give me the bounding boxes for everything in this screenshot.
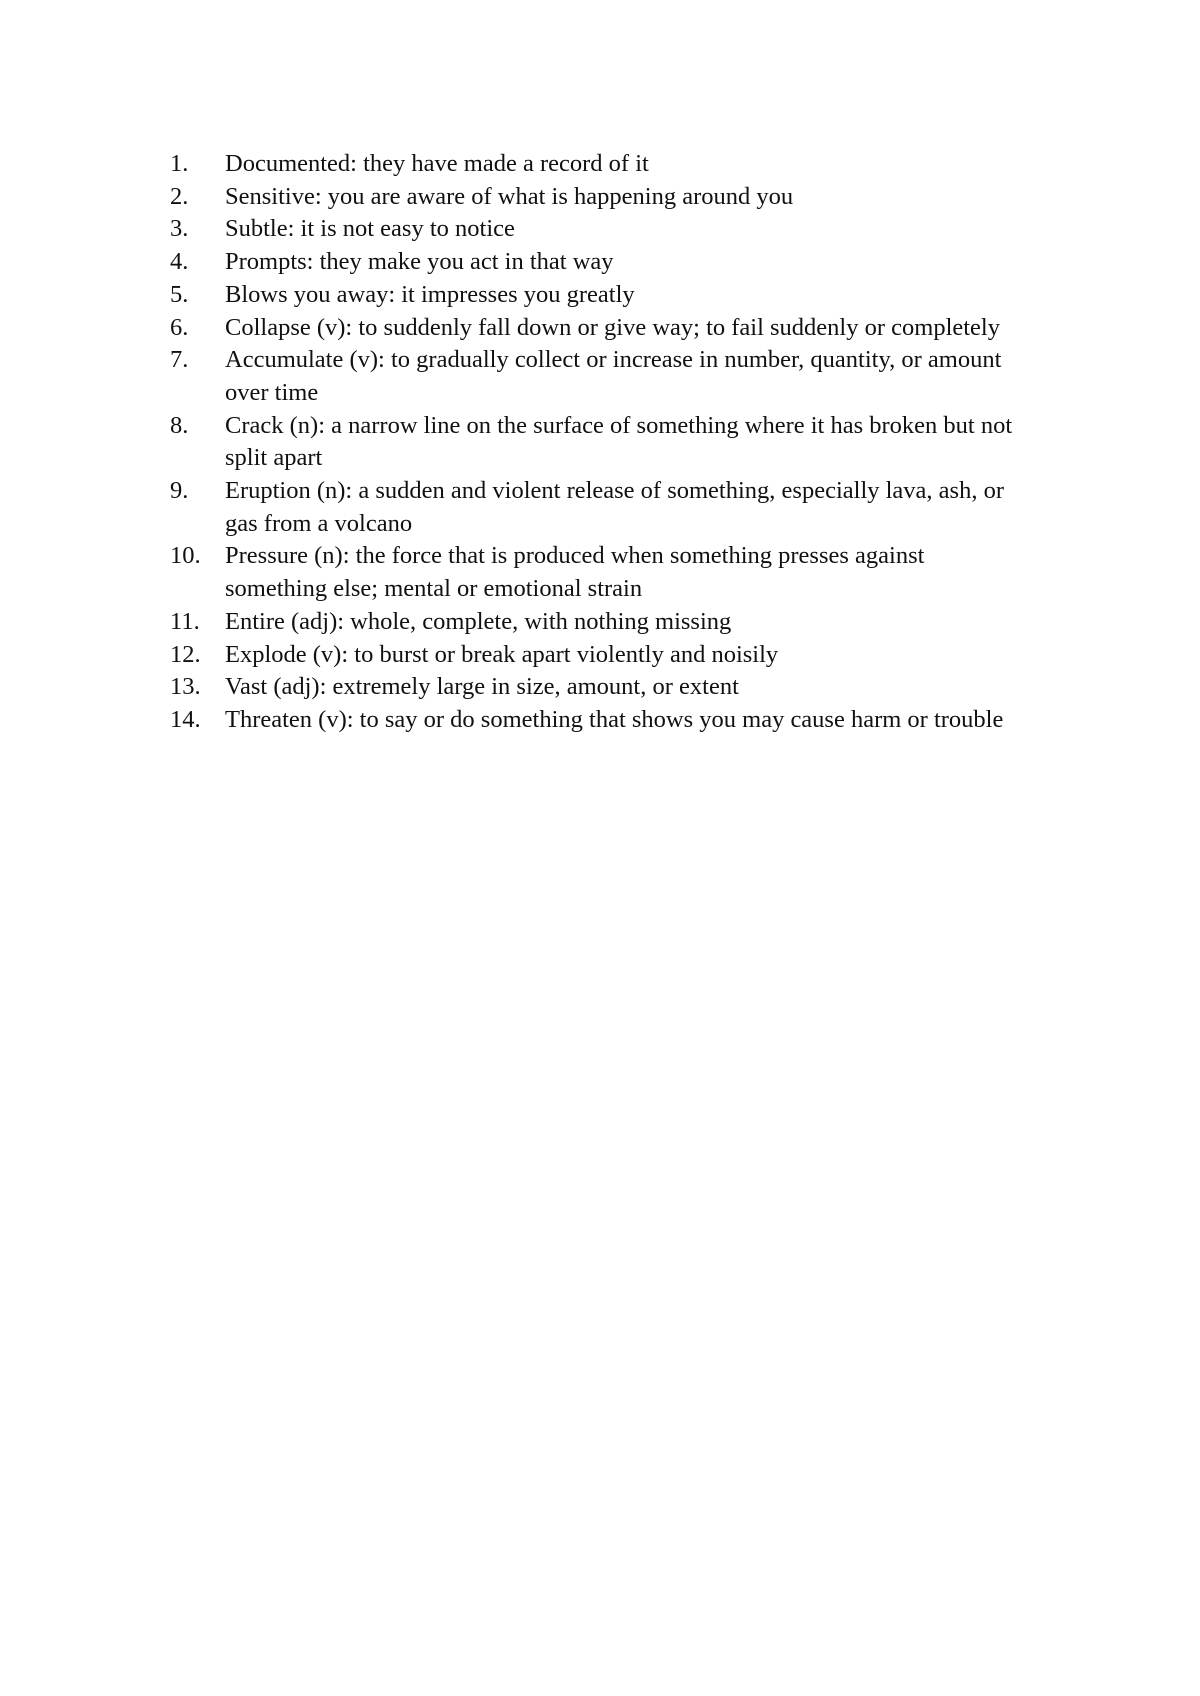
item-number: 9. (170, 477, 189, 505)
list-item (170, 148, 1030, 181)
item-number: 2. (170, 182, 189, 210)
item-number: 3. (170, 215, 189, 243)
list-item (170, 540, 1030, 605)
item-number: 1. (170, 150, 189, 177)
item-definition: Sensitive: you are aware of what is happening around you (225, 182, 794, 210)
item-number: 4. (170, 248, 189, 276)
item-definition: Pressure (n): the force that is produced when something presses against something else; mental or emotional strain (225, 542, 925, 603)
list-item (170, 312, 1030, 345)
item-number: 11. (170, 607, 200, 635)
item-definition: Blows you away: it impresses you greatly (225, 280, 635, 308)
list-item (170, 279, 1030, 312)
item-number: 10. (170, 542, 201, 570)
item-number: 8. (170, 411, 189, 439)
item-definition: Explode (v): to burst or break apart violently and noisily (225, 640, 779, 668)
list-item (170, 213, 1030, 246)
item-definition: Vast (adj): extremely large in size, amount, or extent (225, 673, 739, 701)
vocabulary-list (170, 148, 1030, 737)
item-definition: Subtle: it is not easy to notice (225, 215, 515, 243)
item-number: 7. (170, 346, 189, 374)
item-number: 12. (170, 640, 201, 668)
item-definition: Eruption (n): a sudden and violent release of something, especially lava, ash, or gas from a volcano (225, 477, 1004, 537)
item-number: 14. (170, 705, 201, 733)
list-item (170, 704, 1030, 737)
item-definition: Accumulate (v): to gradually collect or increase in number, quantity, or amount over time (225, 346, 1002, 406)
list-item (170, 410, 1030, 475)
list-item (170, 606, 1030, 639)
list-item (170, 246, 1030, 279)
item-definition: Prompts: they make you act in that way (225, 248, 614, 276)
item-number: 6. (170, 313, 189, 341)
list-item (170, 344, 1030, 409)
list-item (170, 639, 1030, 672)
list-item (170, 475, 1030, 540)
item-number: 13. (170, 673, 201, 701)
list-item (170, 671, 1030, 704)
list-item (170, 181, 1030, 214)
item-definition: Entire (adj): whole, complete, with nothing missing (225, 607, 732, 635)
item-definition: Crack (n): a narrow line on the surface of something where it has broken but not split apart (225, 411, 1013, 472)
item-definition: Threaten (v): to say or do something that shows you may cause harm or trouble (225, 705, 1004, 733)
item-definition: Documented: they have made a record of it (225, 150, 649, 177)
item-number: 5. (170, 280, 189, 308)
item-definition: Collapse (v): to suddenly fall down or give way; to fail suddenly or completely (225, 313, 1000, 341)
